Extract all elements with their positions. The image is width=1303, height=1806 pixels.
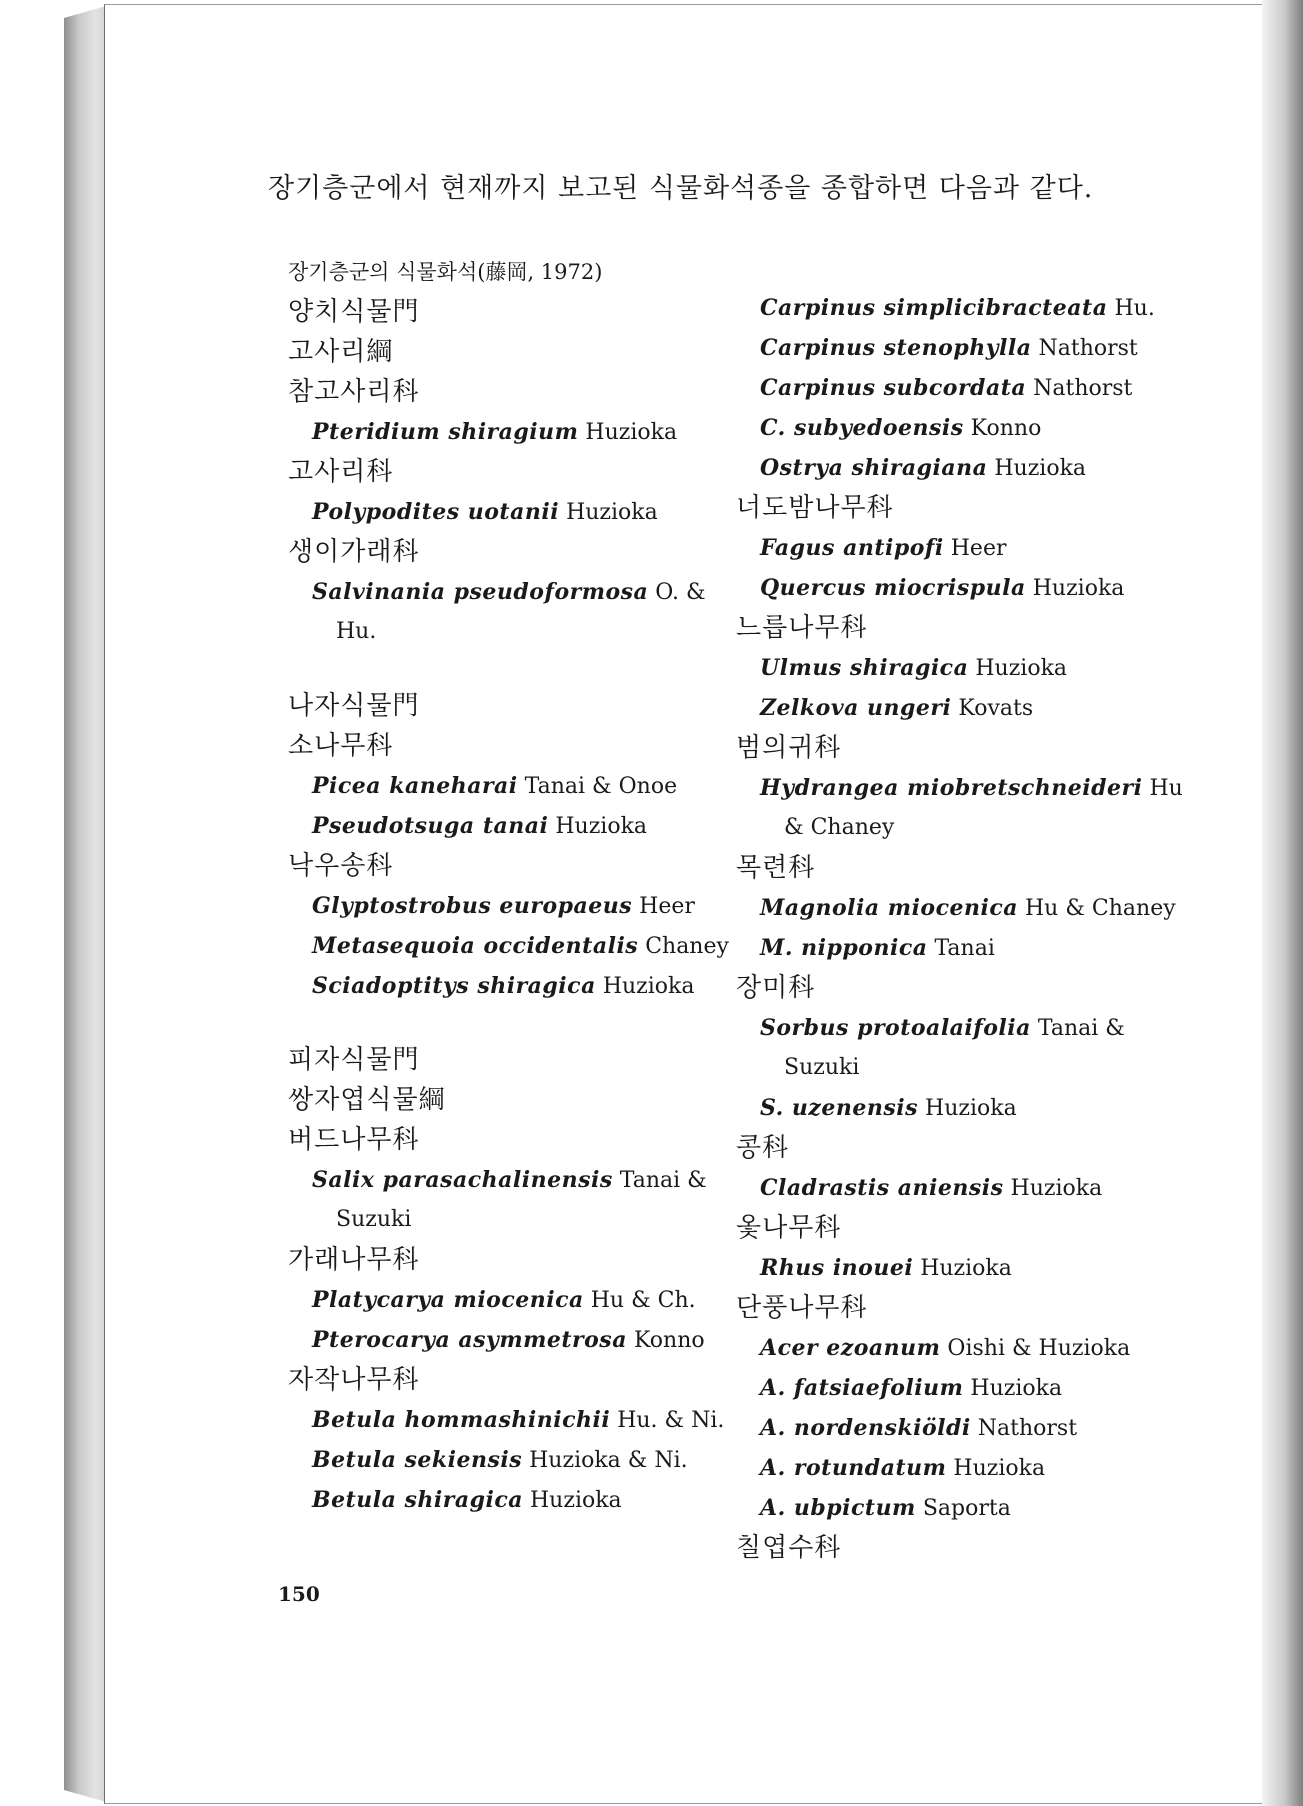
- taxon-heading: 자작나무科: [288, 1365, 420, 1395]
- species-entry: [736, 1448, 1176, 1488]
- species-name: Platycarya miocenica: [312, 1287, 584, 1313]
- species-name: Salvinania pseudoformosa: [312, 579, 649, 605]
- species-name: Betula hommashinichii: [312, 1407, 611, 1433]
- taxon-heading: 장미科: [736, 973, 816, 1003]
- species-author: Huzioka: [970, 1376, 1063, 1401]
- species-name: Carpinus stenophylla: [760, 335, 1032, 361]
- taxon-heading: 피자식물門: [288, 1045, 420, 1075]
- book-page-edge: [64, 6, 106, 1802]
- species-entry: [736, 888, 1176, 928]
- species-author: Huzioka: [953, 1456, 1046, 1481]
- species-name: Magnolia miocenica: [760, 895, 1018, 921]
- species-entry: [288, 766, 728, 806]
- species-entry: [288, 1280, 728, 1320]
- species-entry: [288, 1160, 728, 1200]
- author-continuation: Suzuki: [784, 1055, 860, 1080]
- species-author: Hu. & Ni.: [617, 1408, 725, 1433]
- species-entry: [288, 412, 728, 452]
- species-author: Oishi & Huzioka: [947, 1336, 1131, 1361]
- species-name: M. nipponica: [760, 935, 928, 961]
- taxon-heading: 생이가래科: [288, 537, 420, 567]
- species-name: Zelkova ungeri: [760, 695, 952, 721]
- species-name: Sorbus protoalaifolia: [760, 1015, 1031, 1041]
- species-name: Polypodites uotanii: [312, 499, 560, 525]
- species-name: Quercus miocrispula: [760, 575, 1026, 601]
- taxon-heading: 칠엽수科: [736, 1533, 842, 1563]
- species-entry: [736, 288, 1176, 328]
- species-entry: [736, 328, 1176, 368]
- species-name: A. fatsiaefolium: [760, 1375, 964, 1401]
- species-name: Ostrya shiragiana: [760, 455, 988, 481]
- species-name: Ulmus shiragica: [760, 655, 969, 681]
- species-entry: [288, 926, 728, 966]
- author-continuation: & Chaney: [784, 815, 895, 840]
- taxon-heading: 단풍나무科: [736, 1293, 868, 1323]
- species-name: Hydrangea miobretschneideri: [760, 775, 1143, 801]
- species-author: Konno: [633, 1328, 705, 1353]
- species-entry: [288, 1320, 728, 1360]
- taxon-heading: 낙우송科: [288, 851, 394, 881]
- species-author: Konno: [970, 416, 1042, 441]
- species-author: Huzioka: [994, 456, 1087, 481]
- taxon-heading: 양치식물門: [288, 297, 420, 327]
- species-name: Acer ezoanum: [760, 1335, 941, 1361]
- species-name: A. ubpictum: [760, 1495, 916, 1521]
- species-name: Betula sekiensis: [312, 1447, 523, 1473]
- species-entry: [736, 768, 1183, 808]
- spacer: [288, 652, 728, 686]
- species-entry: [288, 492, 728, 532]
- species-name: C. subyedoensis: [760, 415, 964, 441]
- species-author: Heer: [950, 536, 1007, 561]
- species-entry: [288, 966, 728, 1006]
- taxon-heading: 고사리科: [288, 457, 394, 487]
- taxon-heading: 목련科: [736, 853, 816, 883]
- species-author: Huzioka: [1032, 576, 1125, 601]
- species-author: Hu: [1149, 776, 1183, 801]
- species-entry: [288, 1480, 728, 1520]
- species-author: Huzioka & Ni.: [529, 1448, 688, 1473]
- species-name: Carpinus simplicibracteata: [760, 295, 1108, 321]
- species-author: Tanai: [934, 936, 995, 961]
- species-entry: [736, 1168, 1176, 1208]
- species-name: Betula shiragica: [312, 1487, 523, 1513]
- taxon-heading: 참고사리科: [288, 377, 420, 407]
- species-entry: [736, 688, 1176, 728]
- species-entry: [288, 886, 728, 926]
- species-author: Saporta: [922, 1496, 1011, 1521]
- intro-sentence: 장기층군에서 현재까지 보고된 식물화석종을 종합하면 다음과 같다.: [268, 173, 1094, 204]
- species-entry: [288, 1440, 728, 1480]
- species-entry: [736, 368, 1176, 408]
- species-author: Huzioka: [920, 1256, 1012, 1281]
- species-author: Tanai &: [619, 1168, 707, 1193]
- species-author: Nathorst: [1038, 336, 1138, 361]
- species-author: Huzioka: [602, 974, 695, 999]
- species-entry: [736, 1008, 1176, 1048]
- species-name: Pteridium shiragium: [312, 419, 579, 445]
- author-continuation: Hu.: [336, 619, 377, 644]
- species-name: Glyptostrobus europaeus: [312, 893, 633, 919]
- species-author: Kovats: [958, 696, 1034, 721]
- species-author: Chaney: [645, 934, 729, 959]
- author-continuation: Suzuki: [336, 1207, 412, 1232]
- taxon-heading: 소나무科: [288, 731, 394, 761]
- species-name: Picea kaneharai: [312, 773, 518, 799]
- taxon-heading: 너도밤나무科: [736, 493, 894, 523]
- species-entry: [736, 1368, 1176, 1408]
- species-name: A. rotundatum: [760, 1455, 947, 1481]
- species-name: Salix parasachalinensis: [312, 1167, 613, 1193]
- taxon-heading: 느릅나무科: [736, 613, 868, 643]
- species-entry: [736, 928, 1176, 968]
- species-author: Hu.: [1114, 296, 1155, 321]
- species-name: Fagus antipofi: [760, 535, 944, 561]
- species-entry: [288, 1400, 728, 1440]
- species-name: Pseudotsuga tanai: [312, 813, 549, 839]
- page-shadow: [1262, 0, 1303, 1806]
- species-entry: [736, 448, 1176, 488]
- page-number: 150: [278, 1582, 320, 1606]
- left-column: [288, 252, 728, 1520]
- species-name: Pterocarya asymmetrosa: [312, 1327, 627, 1353]
- species-entry: [736, 1488, 1176, 1528]
- species-entry: [288, 572, 728, 612]
- species-name: Carpinus subcordata: [760, 375, 1027, 401]
- species-author: Nathorst: [1033, 376, 1133, 401]
- species-entry: [736, 568, 1176, 608]
- species-author: Hu & Chaney: [1025, 896, 1176, 921]
- species-name: Metasequoia occidentalis: [312, 933, 639, 959]
- species-name: Sciadoptitys shiragica: [312, 973, 596, 999]
- species-author: Heer: [639, 894, 695, 919]
- taxon-heading: 범의귀科: [736, 733, 842, 763]
- taxon-heading: 고사리綱: [288, 337, 394, 367]
- species-entry: [736, 1248, 1176, 1288]
- section-heading: 장기층군의 식물화석(藤岡, 1972): [288, 260, 603, 284]
- species-entry: [736, 1408, 1176, 1448]
- species-author: O. &: [655, 580, 706, 605]
- right-column: [736, 288, 1183, 1568]
- species-author: Huzioka: [975, 656, 1068, 681]
- species-author: Hu & Ch.: [590, 1288, 696, 1313]
- species-author: Huzioka: [925, 1096, 1017, 1121]
- species-entry: [736, 408, 1176, 448]
- species-entry: [736, 1088, 1176, 1128]
- species-name: Rhus inouei: [760, 1255, 914, 1281]
- species-author: Huzioka: [566, 500, 658, 525]
- species-author: Huzioka: [530, 1488, 622, 1513]
- species-author: Huzioka: [1010, 1176, 1103, 1201]
- taxon-heading: 버드나무科: [288, 1125, 420, 1155]
- species-name: S. uzenensis: [760, 1095, 919, 1121]
- species-name: Cladrastis aniensis: [760, 1175, 1004, 1201]
- species-author: Huzioka: [555, 814, 648, 839]
- species-entry: [288, 806, 728, 846]
- species-entry: [736, 1328, 1176, 1368]
- species-author: Nathorst: [977, 1416, 1078, 1441]
- taxon-heading: 가래나무科: [288, 1245, 420, 1275]
- taxon-heading: 쌍자엽식물綱: [288, 1085, 446, 1115]
- species-entry: [736, 528, 1176, 568]
- species-author: Tanai &: [1037, 1016, 1125, 1041]
- spacer: [288, 1006, 728, 1040]
- species-entry: [736, 648, 1176, 688]
- taxon-heading: 콩科: [736, 1133, 790, 1163]
- species-name: A. nordenskiöldi: [760, 1415, 971, 1441]
- taxon-heading: 나자식물門: [288, 691, 420, 721]
- taxon-heading: 옻나무科: [736, 1213, 842, 1243]
- species-author: Huzioka: [585, 420, 678, 445]
- species-author: Tanai & Onoe: [524, 774, 678, 799]
